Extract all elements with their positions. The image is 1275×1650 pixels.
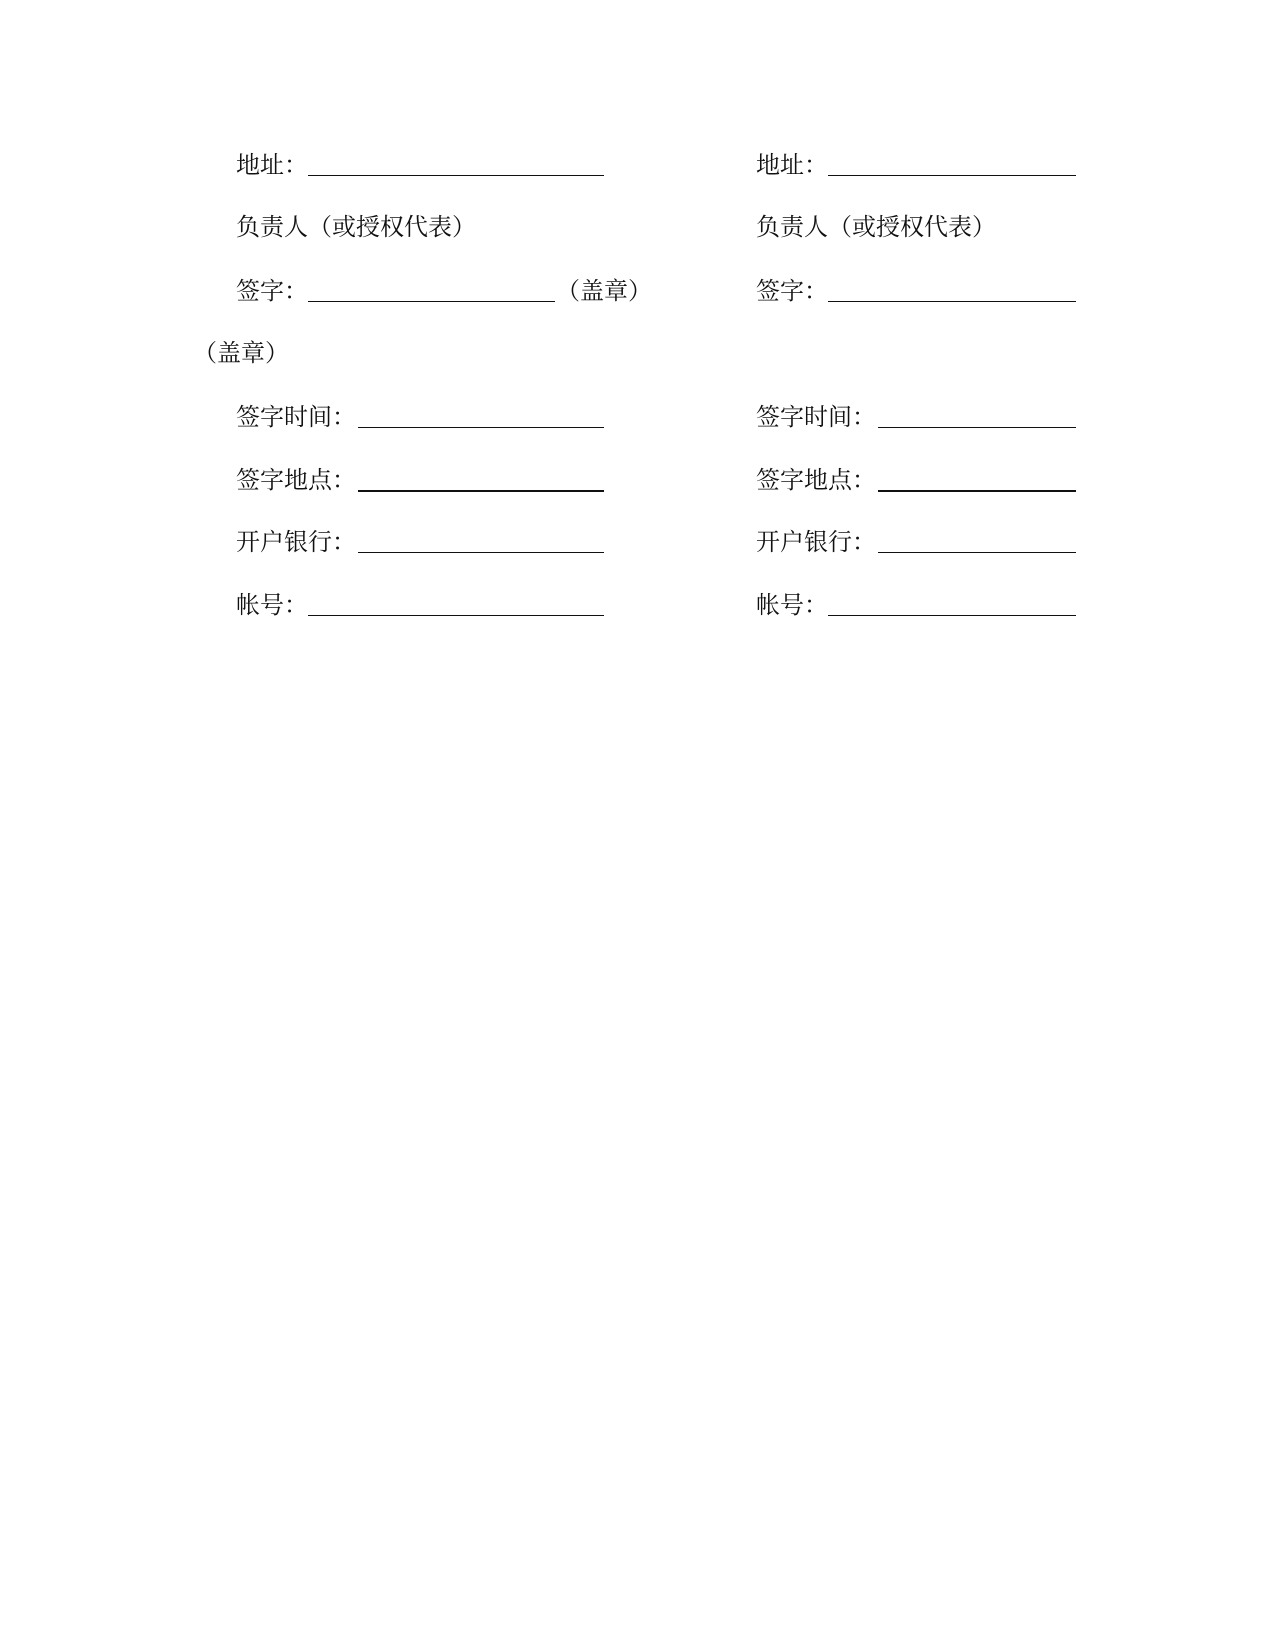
right-account-blank[interactable] xyxy=(828,615,1076,616)
left-seal-label: （盖章） xyxy=(556,277,652,305)
left-signature-blank[interactable] xyxy=(308,301,555,302)
right-signing-place-row xyxy=(756,465,1086,495)
left-signing-time-label: 签字时间： xyxy=(236,403,356,431)
right-address-blank[interactable] xyxy=(828,175,1076,176)
right-account-label: 帐号： xyxy=(756,591,828,619)
right-representative-label: 负责人（或授权代表） xyxy=(756,213,996,241)
right-address-row xyxy=(756,150,1086,180)
wrapped-seal-label: （盖章） xyxy=(193,339,289,367)
left-address-blank[interactable] xyxy=(308,175,604,176)
right-account-row xyxy=(756,590,1086,620)
left-representative-row xyxy=(236,212,656,242)
left-representative-label: 负责人（或授权代表） xyxy=(236,213,476,241)
left-address-row xyxy=(236,150,656,180)
left-account-label: 帐号： xyxy=(236,591,308,619)
right-signing-time-blank[interactable] xyxy=(878,427,1076,428)
left-signing-place-blank[interactable] xyxy=(358,490,604,492)
left-account-row xyxy=(236,590,656,620)
left-signature-row xyxy=(236,276,656,306)
wrapped-seal-row xyxy=(193,338,393,368)
left-bank-blank[interactable] xyxy=(358,552,604,553)
right-signing-time-row xyxy=(756,402,1086,432)
right-bank-label: 开户银行： xyxy=(756,528,876,556)
right-signing-place-blank[interactable] xyxy=(878,490,1076,492)
right-bank-blank[interactable] xyxy=(878,552,1076,553)
right-signature-blank[interactable] xyxy=(828,301,1076,302)
left-address-label: 地址： xyxy=(236,151,308,179)
right-address-label: 地址： xyxy=(756,151,828,179)
right-representative-row xyxy=(756,212,1086,242)
left-account-blank[interactable] xyxy=(308,615,604,616)
left-bank-label: 开户银行： xyxy=(236,528,356,556)
right-signature-label: 签字： xyxy=(756,277,828,305)
left-signing-place-row xyxy=(236,465,656,495)
left-signature-label: 签字： xyxy=(236,277,308,305)
right-signing-place-label: 签字地点： xyxy=(756,466,876,494)
right-signing-time-label: 签字时间： xyxy=(756,403,876,431)
right-signature-row xyxy=(756,276,1086,306)
left-bank-row xyxy=(236,527,656,557)
right-bank-row xyxy=(756,527,1086,557)
left-signing-time-blank[interactable] xyxy=(358,427,604,428)
left-signing-time-row xyxy=(236,402,656,432)
left-signing-place-label: 签字地点： xyxy=(236,466,356,494)
